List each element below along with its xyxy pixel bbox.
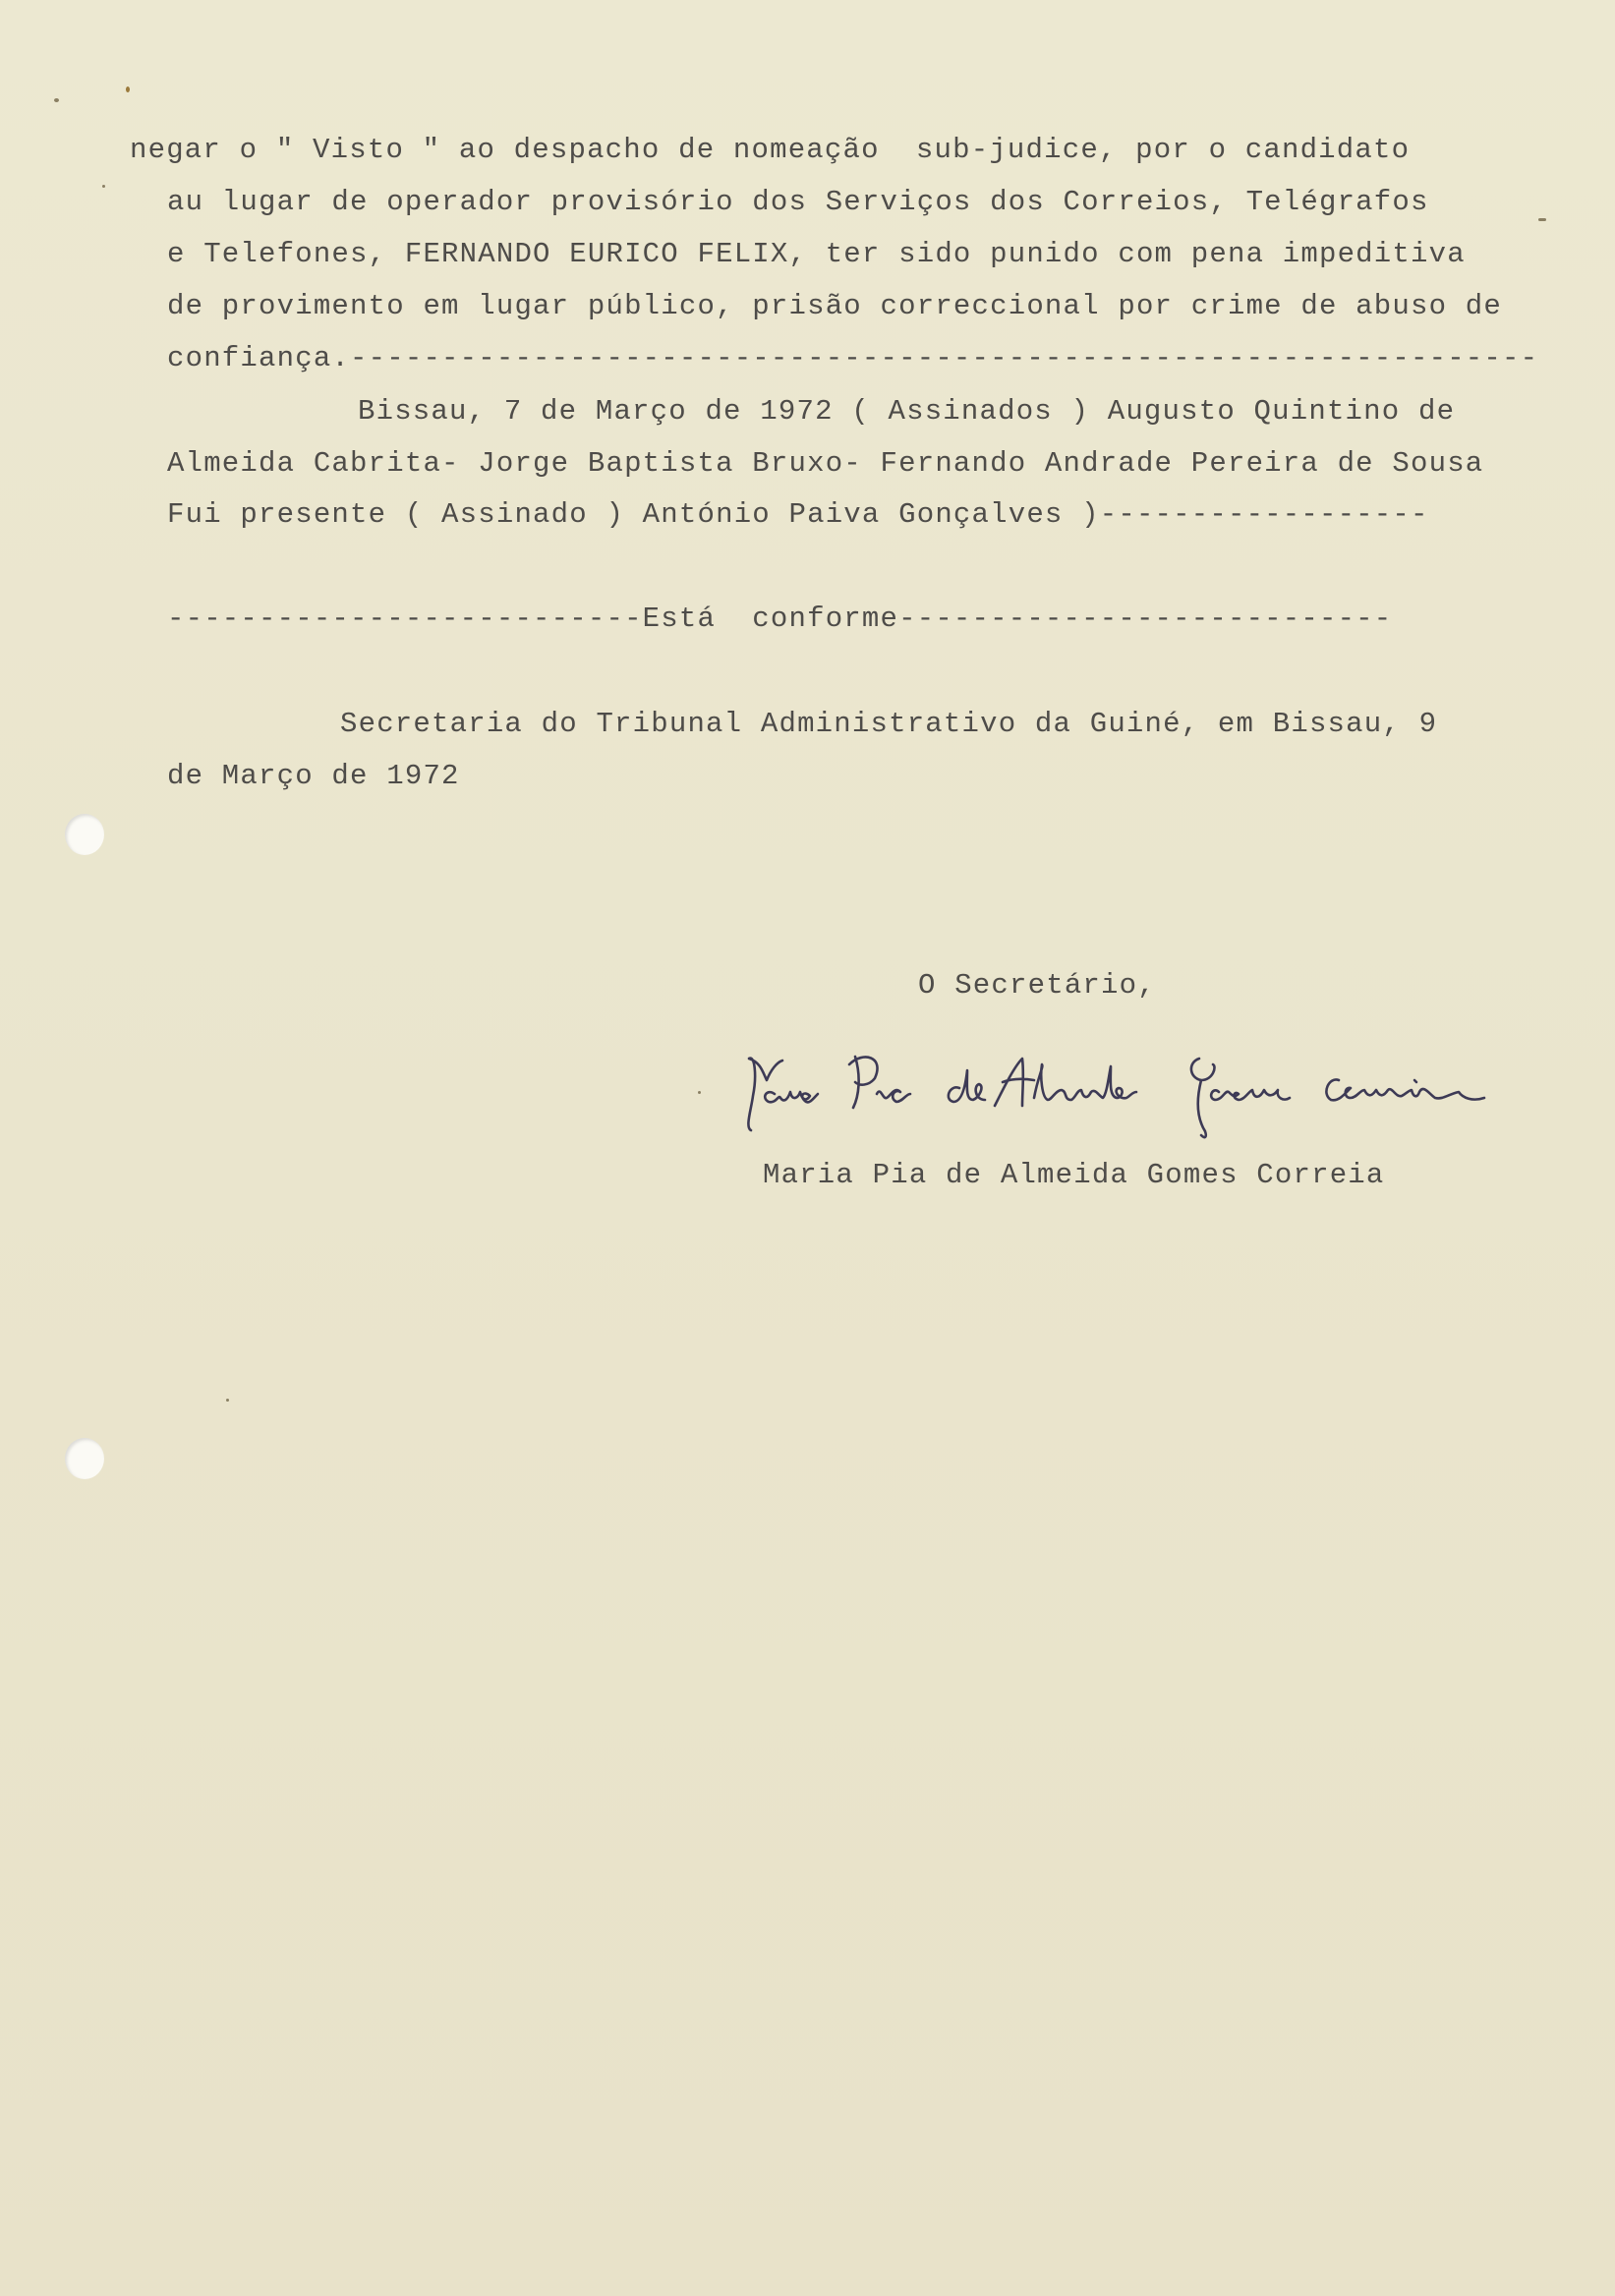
body-line: e Telefones, FERNANDO EURICO FELIX, ter sido punido com pena impeditiva: [167, 238, 1466, 270]
punch-hole-top: [65, 814, 104, 855]
place-date-line: Secretaria do Tribunal Administrativo da Guiné, em Bissau, 9: [340, 708, 1438, 740]
paper-speck: [1538, 218, 1546, 221]
body-line: de provimento em lugar público, prisão correccional por crime de abuso de: [167, 290, 1503, 322]
body-line: au lugar de operador provisório dos Serviços dos Correios, Telégrafos: [167, 186, 1429, 218]
body-line: Fui presente ( Assinado ) António Paiva Gonçalves )------------------: [167, 498, 1429, 531]
paper-speck: [126, 86, 130, 92]
body-line: Almeida Cabrita- Jorge Baptista Bruxo- Fernando Andrade Pereira de Sousa: [167, 447, 1484, 480]
paper-speck: [54, 98, 59, 102]
paper-speck: [102, 185, 105, 188]
paper-speck: [698, 1091, 701, 1094]
body-line: negar o " Visto " ao despacho de nomeação sub-judice, por o candidato: [130, 134, 1411, 166]
punch-hole-bottom: [65, 1438, 104, 1479]
handwritten-signature: [727, 1037, 1533, 1145]
paper-speck: [226, 1399, 229, 1402]
place-date-line: de Março de 1972: [167, 760, 460, 792]
body-line: Bissau, 7 de Março de 1972 ( Assinados ) Augusto Quintino de: [358, 395, 1456, 428]
body-line: confiança.-----------------------------------------------------------------: [167, 342, 1539, 374]
signatory-name: Maria Pia de Almeida Gomes Correia: [763, 1159, 1385, 1191]
conformity-line: --------------------------Está conforme---------------------------: [167, 603, 1393, 635]
signatory-title: O Secretário,: [918, 969, 1156, 1002]
